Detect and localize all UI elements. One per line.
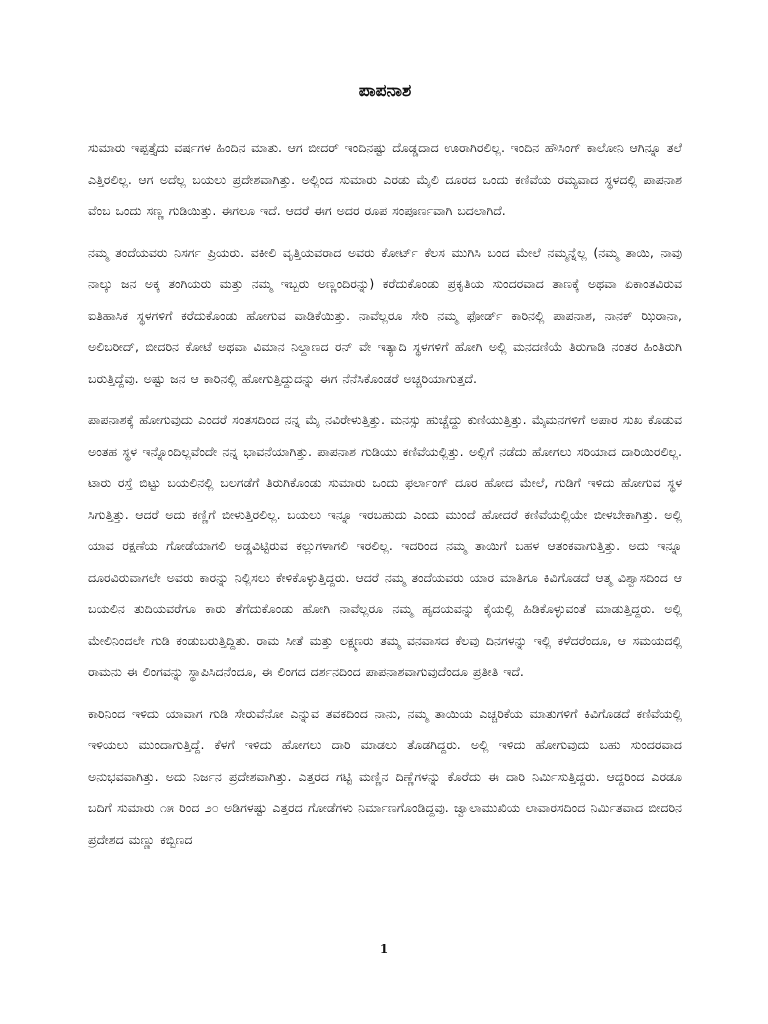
document-page <box>88 80 682 865</box>
document-title: ಪಾಪನಾಶ <box>358 81 412 101</box>
paragraph-3: ಪಾಪನಾಶಕ್ಕೆ ಹೋಗುವುದು ಎಂದರೆ ಸಂತಸದಿಂದ ನನ್ನ ಮೈ ನವಿರೇಳುತ್ತಿತ್ತು. ಮನಸ್ಸು ಹುಚ್ಚೆದ್ದು ಕುಣಿಯುತ್ತಿತ್ತು. ಮೈಮನಗಳಿಗೆ ಅಪಾರ ಸುಖ ಕೊಡುವ ಅಂತಹ ಸ್ಥಳ ಇನ್ನೊಂದಿಲ್ಲವೆಂದೇ ನನ್ನ ಭಾವನೆಯಾಗಿತ್ತು. ಪಾಪನಾಶ ಗುಡಿಯು ಕಣಿವೆಯಲ್ಲಿತ್ತು. ಅಲ್ಲಿಗೆ ನಡೆದು ಹೋಗಲು ಸರಿಯಾದ ದಾರಿಯಿರಲಿಲ್ಲ. ಟಾರು ರಸ್ತೆ ಬಿಟ್ಟು ಬಯಲಿನಲ್ಲಿ ಬಲಗಡೆಗೆ ತಿರುಗಿಕೊಂಡು ಸುಮಾರು ಒಂದು ಫರ್ಲಾಂಗ್ ದೂರ ಹೋದ ಮೇಲೆ, ಗುಡಿಗೆ ಇಳಿದು ಹೋಗುವ ಸ್ಥಳ ಸಿಗುತ್ತಿತ್ತು. ಆದರೆ ಅದು ಕಣ್ಣಿಗೆ ಬೀಳುತ್ತಿರಲಿಲ್ಲ. ಬಯಲು ಇನ್ನೂ ಇರಬಹುದು ಎಂದು ಮುಂದೆ ಹೋದರೆ ಕಣಿವೆಯಲ್ಲಿಯೇ ಬೀಳಬೇಕಾಗಿತ್ತು. ಅಲ್ಲಿ ಯಾವ ರಕ್ಷಣೆಯ ಗೋಡೆಯಾಗಲಿ ಅಡ್ಡವಿಟ್ಟಿರುವ ಕಲ್ಲುಗಳಾಗಲಿ ಇರಲಿಲ್ಲ. ಇದರಿಂದ ನಮ್ಮ ತಾಯಿಗೆ ಬಹಳ ಆತಂಕವಾಗುತ್ತಿತ್ತು. ಅದು ಇನ್ನೂ ದೂರವಿರುವಾಗಲೇ ಅವರು ಕಾರನ್ನು ನಿಲ್ಲಿಸಲು ಕೇಳಿಕೊಳ್ಳುತ್ತಿದ್ದರು. ಆದರೆ ನಮ್ಮ ತಂದೆಯವರು ಯಾರ ಮಾತಿಗೂ ಕಿವಿಗೊಡದೆ ಆತ್ಮ ವಿಶ್ವಾಸದಿಂದ ಆ ಬಯಲಿನ ತುದಿಯವರೆಗೂ ಕಾರು ತೆಗೆದುಕೊಂಡು ಹೋಗಿ ನಾವೆಲ್ಲರೂ ನಮ್ಮ ಹೃದಯವನ್ನು ಕೈಯಲ್ಲಿ ಹಿಡಿಕೊಳ್ಳುವಂತೆ ಮಾಡುತ್ತಿದ್ದರು. ಅಲ್ಲಿ ಮೇಲಿನಿಂದಲೇ ಗುಡಿ ಕಂಡುಬರುತ್ತಿದ್ದಿತು. ರಾಮ ಸೀತೆ ಮತ್ತು ಲಕ್ಷ್ಮಣರು ತಮ್ಮ ವನವಾಸದ ಕೆಲವು ದಿನಗಳನ್ನು ಇಲ್ಲಿ ಕಳೆದರೆಂದೂ, ಆ ಸಮಯದಲ್ಲಿ ರಾಮನು ಈ ಲಿಂಗವನ್ನು ಸ್ಥಾಪಿಸಿದನೆಂದೂ, ಈ ಲಿಂಗದ ದರ್ಶನದಿಂದ ಪಾಪನಾಶವಾಗುವುದೆಂದೂ ಪ್ರತೀತಿ ಇದೆ. <box>88 412 682 679</box>
paragraph-4: ಕಾರಿನಿಂದ ಇಳಿದು ಯಾವಾಗ ಗುಡಿ ಸೇರುವೆನೋ ಎನ್ನುವ ತವಕದಿಂದ ನಾನು, ನಮ್ಮ ತಾಯಿಯ ಎಚ್ಚರಿಕೆಯ ಮಾತುಗಳಿಗೆ ಕಿವಿಗೊಡದೆ ಕಣಿವೆಯಲ್ಲಿ ಇಳಿಯಲು ಮುಂದಾಗುತ್ತಿದ್ದೆ. ಕೆಳಗೆ ಇಳಿದು ಹೋಗಲು ದಾರಿ ಮಾಡಲು ತೊಡಗಿದ್ದರು. ಅಲ್ಲಿ ಇಳಿದು ಹೋಗುವುದು ಬಹು ಸುಂದರವಾದ ಅನುಭವವಾಗಿತ್ತು. ಅದು ನಿರ್ಜನ ಪ್ರದೇಶವಾಗಿತ್ತು. ಎತ್ತರದ ಗಟ್ಟಿ ಮಣ್ಣಿನ ದಿಣ್ಣೆಗಳನ್ನು ಕೊರೆದು ಈ ದಾರಿ ನಿರ್ಮಿಸುತ್ತಿದ್ದರು. ಆದ್ದರಿಂದ ಎರಡೂ ಬದಿಗೆ ಸುಮಾರು ೧೫ ರಿಂದ ೨೦ ಅಡಿಗಳಷ್ಟು ಎತ್ತರದ ಗೋಡೆಗಳು ನಿರ್ಮಾಣಗೊಂಡಿದ್ದವು. ಜ್ವಾಲಾಮುಖಿಯ ಲಾವಾರಸದಿಂದ ನಿರ್ಮಿತವಾದ ಬೀದರಿನ ಪ್ರದೇಶದ ಮಣ್ಣು ಕಬ್ಬಿಣದ <box>88 705 682 847</box>
page-number: 1 <box>379 942 389 956</box>
paragraph-1: ಸುಮಾರು ಇಪ್ಪತ್ತೈದು ವರ್ಷಗಳ ಹಿಂದಿನ ಮಾತು. ಆಗ ಬೀದರ್ ಇಂದಿನಷ್ಟು ದೊಡ್ಡದಾದ ಊರಾಗಿರಲಿಲ್ಲ. ಇಂದಿನ ಹೌಸಿಂಗ್ ಕಾಲೋನಿ ಆಗಿನ್ನೂ ತಲೆ ಎತ್ತಿರಲಿಲ್ಲ. ಆಗ ಅದೆಲ್ಲ ಬಯಲು ಪ್ರದೇಶವಾಗಿತ್ತು. ಅಲ್ಲಿಂದ ಸುಮಾರು ಎರಡು ಮೈಲಿ ದೂರದ ಒಂದು ಕಣಿವೆಯ ರಮ್ಯವಾದ ಸ್ಥಳದಲ್ಲಿ ಪಾಪನಾಶ ವೆಂಬ ಒಂದು ಸಣ್ಣ ಗುಡಿಯಿತ್ತು. ಈಗಲೂ ಇದೆ. ಆದರೆ ಈಗ ಅದರ ರೂಪ ಸಂಪೂರ್ಣವಾಗಿ ಬದಲಾಗಿದೆ. <box>88 140 682 218</box>
paragraph-2: ನಮ್ಮ ತಂದೆಯವರು ನಿಸರ್ಗ ಪ್ರಿಯರು. ವಕೀಲಿ ವೃತ್ತಿಯವರಾದ ಅವರು ಕೋರ್ಟ್ ಕೆಲಸ ಮುಗಿಸಿ ಬಂದ ಮೇಲೆ ನಮ್ಮನ್ನೆಲ್ಲ (ನಮ್ಮ ತಾಯಿ, ನಾವು ನಾಲ್ಕು ಜನ ಅಕ್ಕ ತಂಗಿಯರು ಮತ್ತು ನಮ್ಮ ಇಬ್ಬರು ಅಣ್ಣಂದಿರನ್ನು) ಕರೆದುಕೊಂಡು ಪ್ರಕೃತಿಯ ಸುಂದರವಾದ ತಾಣಕ್ಕೆ ಅಥವಾ ಏಕಾಂತವಿರುವ ಐತಿಹಾಸಿಕ ಸ್ಥಳಗಳಿಗೆ ಕರೆದುಕೊಂಡು ಹೋಗುವ ವಾಡಿಕೆಯಿತ್ತು. ನಾವೆಲ್ಲರೂ ಸೇರಿ ನಮ್ಮ ಫೋರ್ಡ್ ಕಾರಿನಲ್ಲಿ ಪಾಪನಾಶ, ನಾನಕ್ ಝಿರಾನಾ, ಅಲಿಬರೀದ್, ಬೀದರಿನ ಕೋಟೆ ಅಥವಾ ವಿಮಾನ ನಿಲ್ದಾಣದ ರನ್ ವೇ ಇತ್ಯಾದಿ ಸ್ಥಳಗಳಿಗೆ ಹೋಗಿ ಅಲ್ಲಿ ಮನದಣಿಯೆ ತಿರುಗಾಡಿ ನಂತರ ಹಿಂತಿರುಗಿ ಬರುತ್ತಿದ್ದೆವು. ಅಷ್ಟು ಜನ ಆ ಕಾರಿನಲ್ಲಿ ಹೋಗುತ್ತಿದ್ದುದನ್ನು ಈಗ ನೆನೆಸಿಕೊಂಡರೆ ಅಚ್ಚರಿಯಾಗುತ್ತದೆ. <box>88 244 682 386</box>
